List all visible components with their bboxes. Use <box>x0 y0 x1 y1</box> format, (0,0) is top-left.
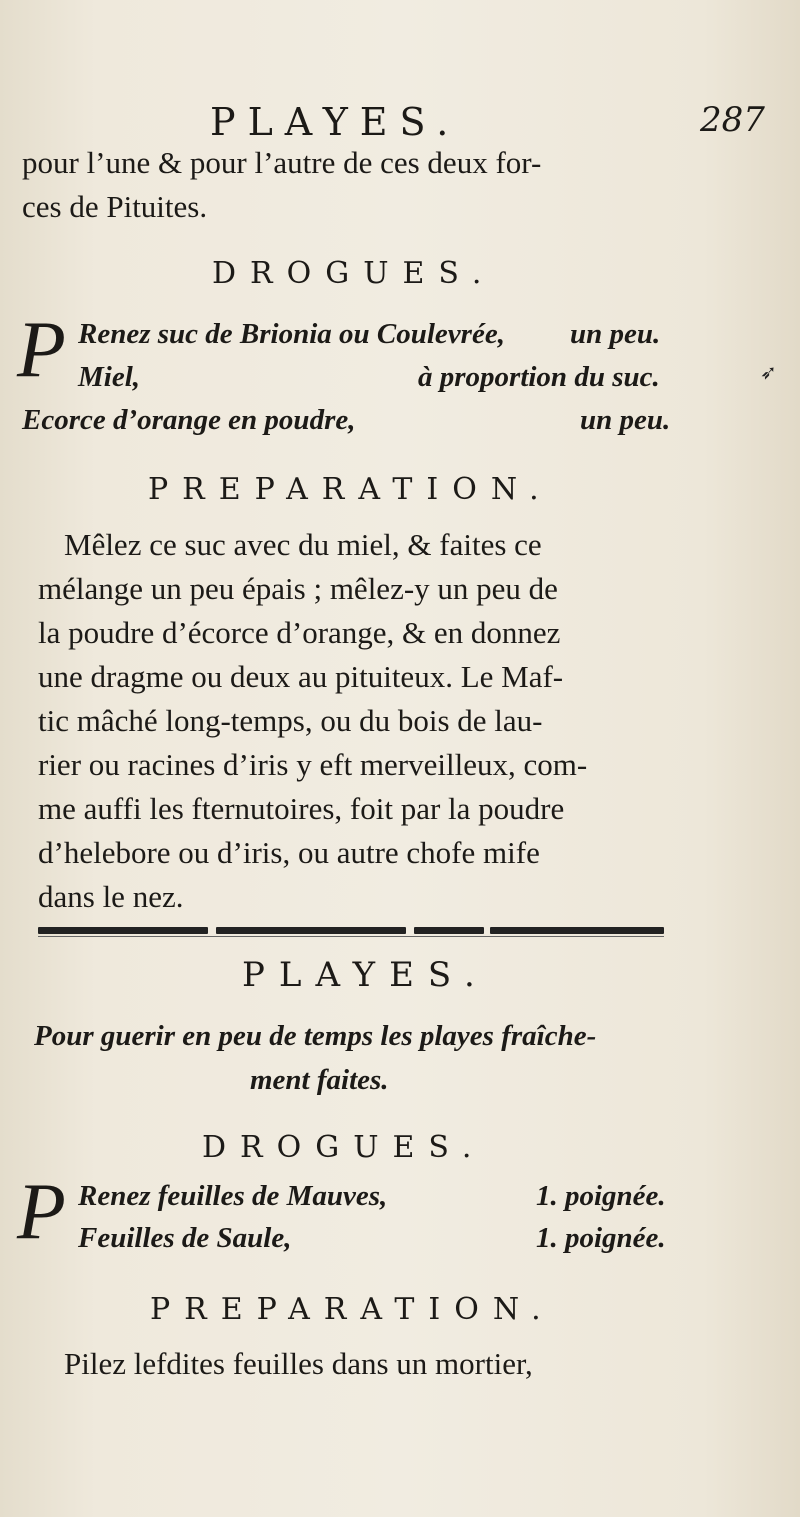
paragraph-line: une dragme ou deux au pituiteux. Le Maf- <box>38 659 564 694</box>
recipe-item: Ecorce d’orange en poudre, <box>22 404 356 436</box>
drop-cap: P <box>17 1168 66 1256</box>
paragraph-line: dans le nez. <box>38 879 184 914</box>
paragraph-line: d’helebore ou d’iris, ou autre chofe mife <box>38 835 540 870</box>
drop-cap: P <box>17 306 66 394</box>
paragraph-line: Mêlez ce suc avec du miel, & faites ce <box>64 527 542 562</box>
recipe-qty: 1. poignée. <box>536 1222 666 1254</box>
section-subtitle: Pour guerir en peu de temps les playes fraîche- <box>34 1020 597 1052</box>
paragraph-line: mélange un peu épais ; mêlez-y un peu de <box>38 571 558 606</box>
paragraph-line: me auffi les fternutoires, foit par la poudre <box>38 791 565 826</box>
recipe-qty: un peu. <box>570 318 661 350</box>
section-divider <box>38 927 664 935</box>
recipe-item: Renez feuilles de Mauves, <box>78 1180 388 1212</box>
drugs-heading: DROGUES. <box>202 1130 486 1165</box>
paragraph-line: Pilez lefdites feuilles dans un mortier, <box>64 1346 533 1381</box>
recipe-item: Renez suc de Brionia ou Coulevrée, <box>78 318 505 350</box>
section-title: PLAYES. <box>242 955 489 995</box>
preparation-heading: PREPARATION. <box>148 472 553 507</box>
recipe-qty: un peu. <box>580 404 671 436</box>
paragraph-line: rier ou racines d’iris y eft merveilleux, com- <box>38 747 588 782</box>
section-subtitle: ment faites. <box>250 1064 389 1096</box>
recipe-item: Miel, <box>78 361 141 393</box>
paragraph-line: la poudre d’écorce d’orange, & en donnez <box>38 615 561 650</box>
recipe-qty: à proportion du suc. <box>418 361 660 393</box>
drugs-heading: DROGUES. <box>212 256 496 291</box>
page-number: 287 <box>700 100 765 140</box>
recipe-qty: 1. poignée. <box>536 1180 666 1212</box>
paragraph-line: tic mâché long-temps, ou du bois de lau- <box>38 703 543 738</box>
recipe-item: Feuilles de Saule, <box>78 1222 292 1254</box>
ink-mark-icon: ➶ <box>760 360 777 384</box>
continuation-line: pour l’une & pour l’autre de ces deux for- <box>22 145 542 180</box>
running-header: PLAYES. <box>210 100 461 144</box>
preparation-heading: PREPARATION. <box>150 1292 555 1327</box>
continuation-line: ces de Pituites. <box>22 189 208 224</box>
